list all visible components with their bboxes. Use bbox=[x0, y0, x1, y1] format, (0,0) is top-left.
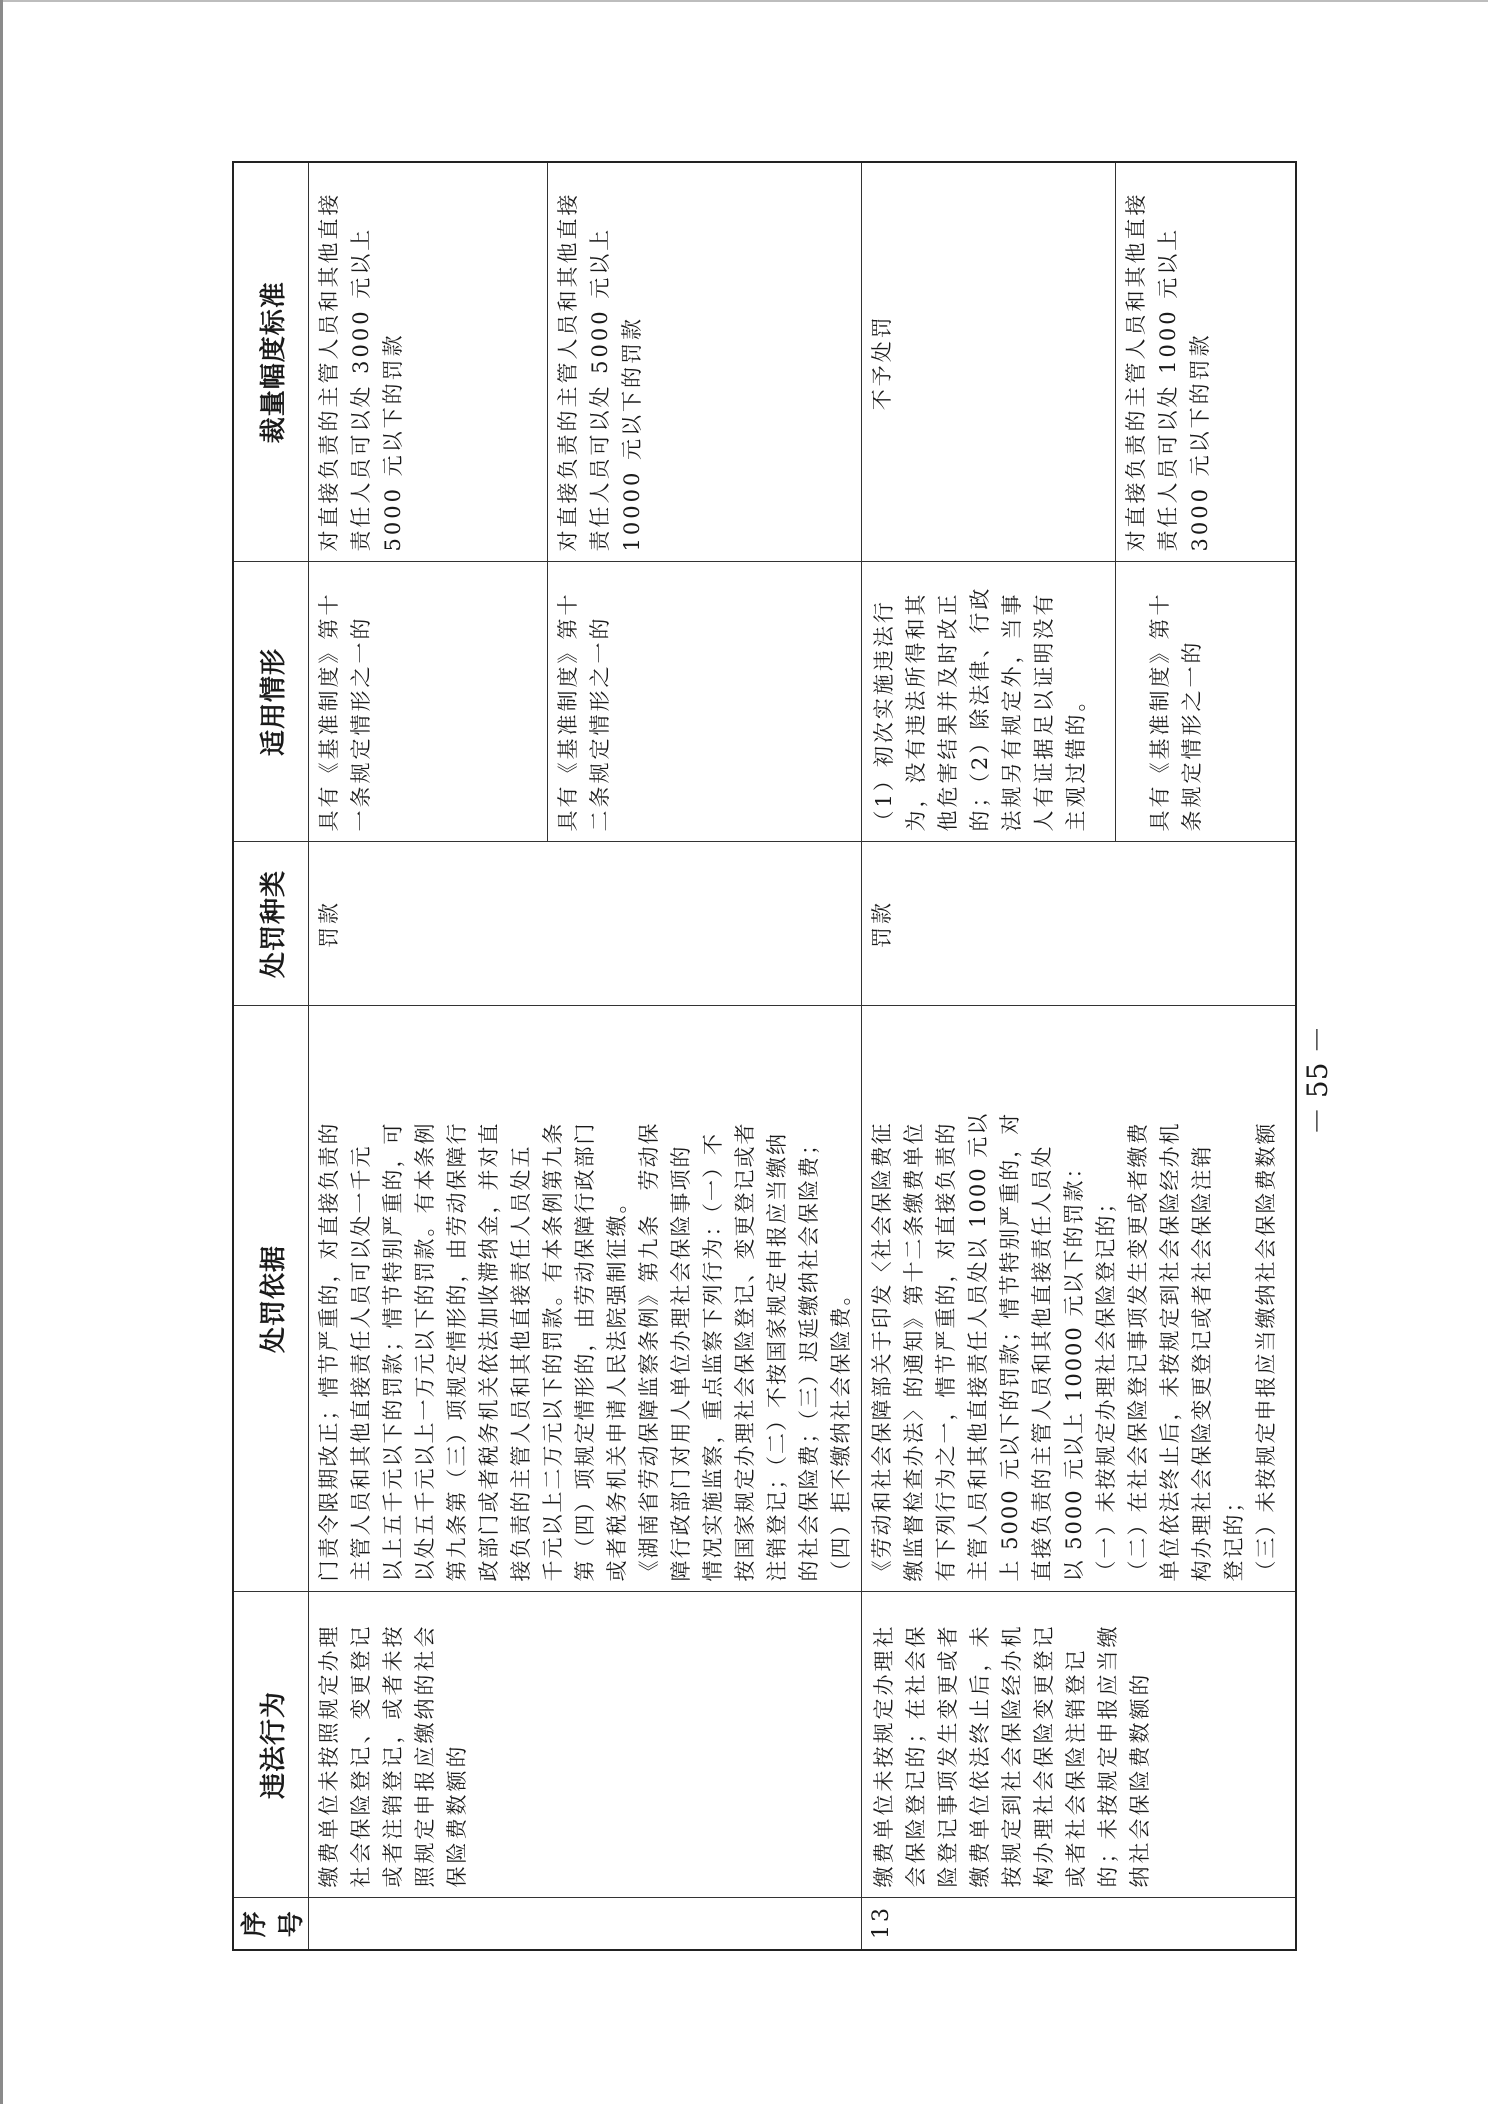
row-13-situation-2: 具有《基准制度》第十条规定情形之一的 bbox=[1116, 562, 1296, 842]
scan-top-edge bbox=[0, 0, 1488, 2]
row-a-basis-line: 第九条第（三）项规定情形的，由劳动保障行 bbox=[445, 1121, 469, 1582]
header-basis: 处罚依据 bbox=[233, 1006, 309, 1592]
row-a-basis-line: 主管人员和其他直接责任人员可以处一千元 bbox=[349, 1144, 373, 1582]
row-a-basis-line: 以处五千元以上一万元以下的罚款。有本条例 bbox=[413, 1121, 437, 1582]
row-13-standard-1: 不予处罚 bbox=[862, 162, 1116, 562]
row-a-basis bbox=[309, 1006, 862, 1592]
header-standard: 裁量幅度标准 bbox=[233, 162, 309, 562]
row-a-basis-line: 或者税务机关申请人民法院强制征缴。 bbox=[605, 1190, 629, 1582]
row-13-situation-1: （1）初次实施违法行为，没有违法所得和其他危害结果并及时改正的；（2）除法律、行政法规另有规定外，当事人有证据足以证明没有主观过错的。 bbox=[862, 562, 1116, 842]
row-13-basis-line: 单位依法终止后，未按规定到社会保险经办机 bbox=[1158, 1121, 1182, 1582]
header-situation: 适用情形 bbox=[233, 562, 309, 842]
row-a-act: 缴费单位未按照规定办理社会保险登记、变更登记或者注销登记，或者未按照规定申报应缴纳的社会保险费数额的 bbox=[309, 1592, 862, 1898]
row-13-basis-line: 主管人员和其他直接责任人员处以 1000 元以 bbox=[966, 1111, 990, 1582]
rotated-page-content bbox=[232, 163, 1278, 1951]
row-13-basis-line: 缴监督检查办法〉的通知》第十二条缴费单位 bbox=[902, 1121, 926, 1582]
row-a-basis-line: 按国家规定办理社会保险登记、变更登记或者 bbox=[733, 1121, 757, 1582]
row-a-type: 罚款 bbox=[309, 842, 862, 1006]
row-a-basis-line: 第（四）项规定情形的，由劳动保障行政部门 bbox=[573, 1121, 597, 1582]
row-a-basis-line: 注销登记；（二）不按国家规定申报应当缴纳 bbox=[765, 1132, 789, 1582]
table-row bbox=[862, 162, 1116, 1950]
row-a-basis-line: 门责令限期改正；情节严重的，对直接负责的 bbox=[317, 1121, 341, 1582]
row-13-basis-line: 登记的； bbox=[1222, 1489, 1246, 1582]
table-header-row bbox=[233, 162, 309, 1950]
row-13-standard-2: 对直接负责的主管人员和其他直接责任人员可以处 1000 元以上 3000 元以下的罚款 bbox=[1116, 162, 1296, 562]
row-a-situation-1: 具有《基准制度》第十一条规定情形之一的 bbox=[309, 562, 548, 842]
row-13-basis bbox=[862, 1006, 1296, 1592]
penalty-discretion-table bbox=[232, 161, 1297, 1951]
row-13-basis-line: 《劳动和社会保障部关于印发〈社会保险费征 bbox=[870, 1121, 894, 1582]
row-a-basis-line: 千元以上二万元以下的罚款。有本条例第九条 bbox=[541, 1121, 565, 1582]
scan-left-edge bbox=[0, 0, 3, 2104]
row-13-basis-line: 构办理社会保险变更登记或者社会保险注销 bbox=[1190, 1144, 1214, 1582]
row-13-basis-line: 直接负责的主管人员和其他直接责任人员处 bbox=[1030, 1144, 1054, 1582]
row-a-basis-line: 情况实施监察，重点监察下列行为：（一）不 bbox=[701, 1132, 725, 1582]
row-13-no: 13 bbox=[862, 1898, 1296, 1950]
row-13-basis-line: 有下列行为之一，情节严重的，对直接负责的 bbox=[934, 1121, 958, 1582]
row-a-basis-line: 以上五千元以下的罚款；情节特别严重的，可 bbox=[381, 1121, 405, 1582]
row-a-basis-line: 障行政部门对用人单位办理社会保险事项的 bbox=[669, 1144, 693, 1582]
row-a-basis-line: 《湖南省劳动保障监察条例》第九条 劳动保 bbox=[637, 1121, 661, 1582]
row-13-basis-line: 以 5000 元以上 10000 元以下的罚款： bbox=[1062, 1155, 1086, 1582]
row-13-act: 缴费单位未按规定办理社会保险登记的；在社会保险登记事项发生变更或者缴费单位依法终止后，未按规定到社会保险经办机构办理社会保险变更登记或者社会保险注销登记的；未按规定申报应当缴纳社会保险费数额的 bbox=[862, 1592, 1296, 1898]
row-13-type: 罚款 bbox=[862, 842, 1296, 1006]
page-number: － 55 － bbox=[1301, 1025, 1334, 1135]
row-a-standard-1: 对直接负责的主管人员和其他直接责任人员可以处 3000 元以上 5000 元以下的罚款 bbox=[309, 162, 548, 562]
row-a-situation-2: 具有《基准制度》第十二条规定情形之一的 bbox=[547, 562, 861, 842]
row-a-standard-2: 对直接负责的主管人员和其他直接责任人员可以处 5000 元以上 10000 元以下的罚款 bbox=[547, 162, 861, 562]
row-a-basis-line: 接负责的主管人员和其他直接责任人员处五 bbox=[509, 1144, 533, 1582]
table-row bbox=[309, 162, 548, 1950]
header-type: 处罚种类 bbox=[233, 842, 309, 1006]
row-a-no bbox=[309, 1898, 862, 1950]
header-act: 违法行为 bbox=[233, 1592, 309, 1898]
row-a-basis-line: （四）拒不缴纳社会保险费。 bbox=[829, 1282, 853, 1582]
header-no: 序号 bbox=[233, 1898, 309, 1950]
row-a-basis-line: 政部门或者税务机关依法加收滞纳金，并对直 bbox=[477, 1121, 501, 1582]
row-13-basis-line: （二）在社会保险登记事项发生变更或者缴费 bbox=[1126, 1121, 1150, 1582]
row-13-basis-line: （一）未按规定办理社会保险登记的； bbox=[1094, 1190, 1118, 1582]
row-13-basis-line: （三）未按规定申报应当缴纳社会保险费数额 bbox=[1254, 1121, 1278, 1582]
row-13-basis-line: 上 5000 元以下的罚款；情节特别严重的，对 bbox=[998, 1111, 1022, 1582]
row-a-basis-line: 的社会保险费；（三）迟延缴纳社会保险费； bbox=[797, 1132, 821, 1582]
